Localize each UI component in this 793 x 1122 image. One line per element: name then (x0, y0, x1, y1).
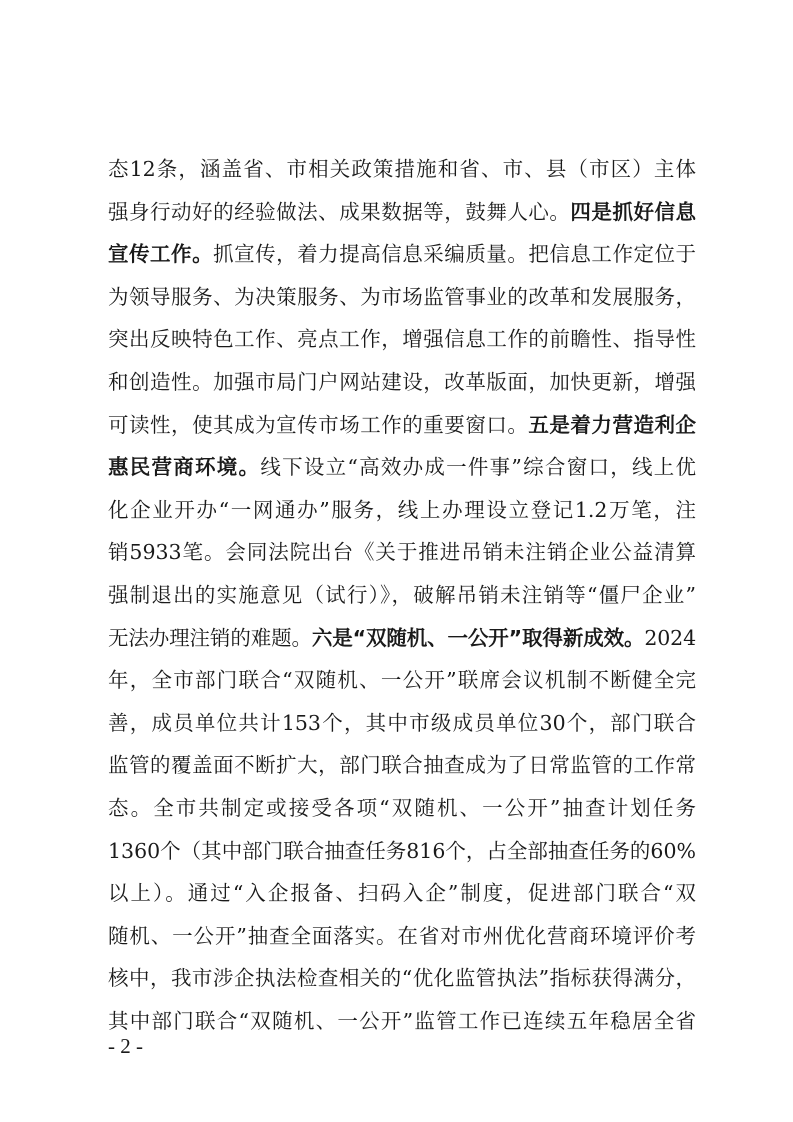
paragraph-text: 化企业开办“一网通办”服务，线上办理设立登记1.2万笔，注 (108, 497, 696, 522)
paragraph-text: 善，成员单位共计153个，其中市级成员单位30个，部门联合 (108, 710, 696, 735)
text-line (108, 957, 696, 1000)
page-number: - 2 - (108, 1034, 143, 1058)
text-line (108, 489, 696, 532)
text-line (108, 830, 696, 873)
text-line (108, 276, 696, 319)
text-line (108, 1000, 696, 1043)
paragraph-text: 态。全市共制定或接受各项“双随机、一公开”抽查计划任务 (108, 795, 696, 820)
paragraph-text: 监管的覆盖面不断扩大，部门联合抽查成为了日常监管的工作常 (108, 753, 696, 778)
paragraph-text: 线下设立“高效办成一件事”综合窗口，线上优 (260, 455, 696, 480)
text-line (108, 318, 696, 361)
paragraph-text: 随机、一公开”抽查全面落实。在省对市州优化营商环境评价考 (108, 923, 696, 948)
paragraph-text: 其中部门联合“双随机、一公开”监管工作已连续五年稳居全省 (108, 1008, 696, 1033)
text-line (108, 872, 696, 915)
bold-heading-text: 五是着力营造利企 (528, 412, 697, 437)
paragraph-text: 和创造性。加强市局门户网站建设，改革版面，加快更新，增强 (108, 369, 696, 394)
text-line (108, 233, 696, 276)
paragraph-text: 2024 (644, 625, 696, 650)
text-line (108, 617, 696, 660)
body-text (108, 148, 696, 1042)
bold-heading-text: 四是抓好信息 (570, 199, 696, 224)
text-line (108, 148, 696, 191)
text-line (108, 744, 696, 787)
paragraph-text: 核中，我市涉企执法检查相关的“优化监管执法”指标获得满分， (108, 966, 696, 991)
text-line (108, 659, 696, 702)
text-line (108, 361, 696, 404)
paragraph-text: 无法办理注销的难题。 (108, 625, 312, 650)
paragraph-text: 销5933笔。会同法院出台《关于推进吊销未注销企业公益清算 (108, 540, 696, 565)
paragraph-text: 年，全市部门联合“双随机、一公开”联席会议机制不断健全完 (108, 668, 696, 693)
paragraph-text: 以上）。通过“入企报备、扫码入企”制度，促进部门联合“双 (108, 881, 696, 906)
text-line (108, 787, 696, 830)
text-line (108, 191, 696, 234)
paragraph-text: 抓宣传，着力提高信息采编质量。把信息工作定位于 (213, 242, 696, 267)
paragraph-text: 突出反映特色工作、亮点工作，增强信息工作的前瞻性、指导性 (108, 327, 696, 352)
paragraph-text: 1360个（其中部门联合抽查任务816个，占全部抽查任务的60% (108, 838, 696, 863)
bold-heading-text: 惠民营商环境。 (108, 455, 261, 480)
paragraph-text: 强身行动好的经验做法、成果数据等，鼓舞人心。 (108, 199, 571, 224)
paragraph-text: 可读性，使其成为宣传市场工作的重要窗口。 (108, 412, 529, 437)
text-line (108, 702, 696, 745)
paragraph-text: 态12条，涵盖省、市相关政策措施和省、市、县（市区）主体 (108, 157, 696, 181)
bold-heading-text: 六是“双随机、一公开”取得新成效。 (311, 625, 645, 650)
text-line (108, 531, 696, 574)
text-line (108, 446, 696, 489)
text-line (108, 915, 696, 958)
text-line (108, 574, 696, 617)
text-line (108, 404, 696, 447)
paragraph-text: 强制退出的实施意见（试行）》，破解吊销未注销等“僵尸企业” (108, 582, 696, 607)
bold-heading-text: 宣传工作。 (108, 242, 214, 267)
paragraph-text: 为领导服务、为决策服务、为市场监管事业的改革和发展服务， (108, 284, 696, 309)
